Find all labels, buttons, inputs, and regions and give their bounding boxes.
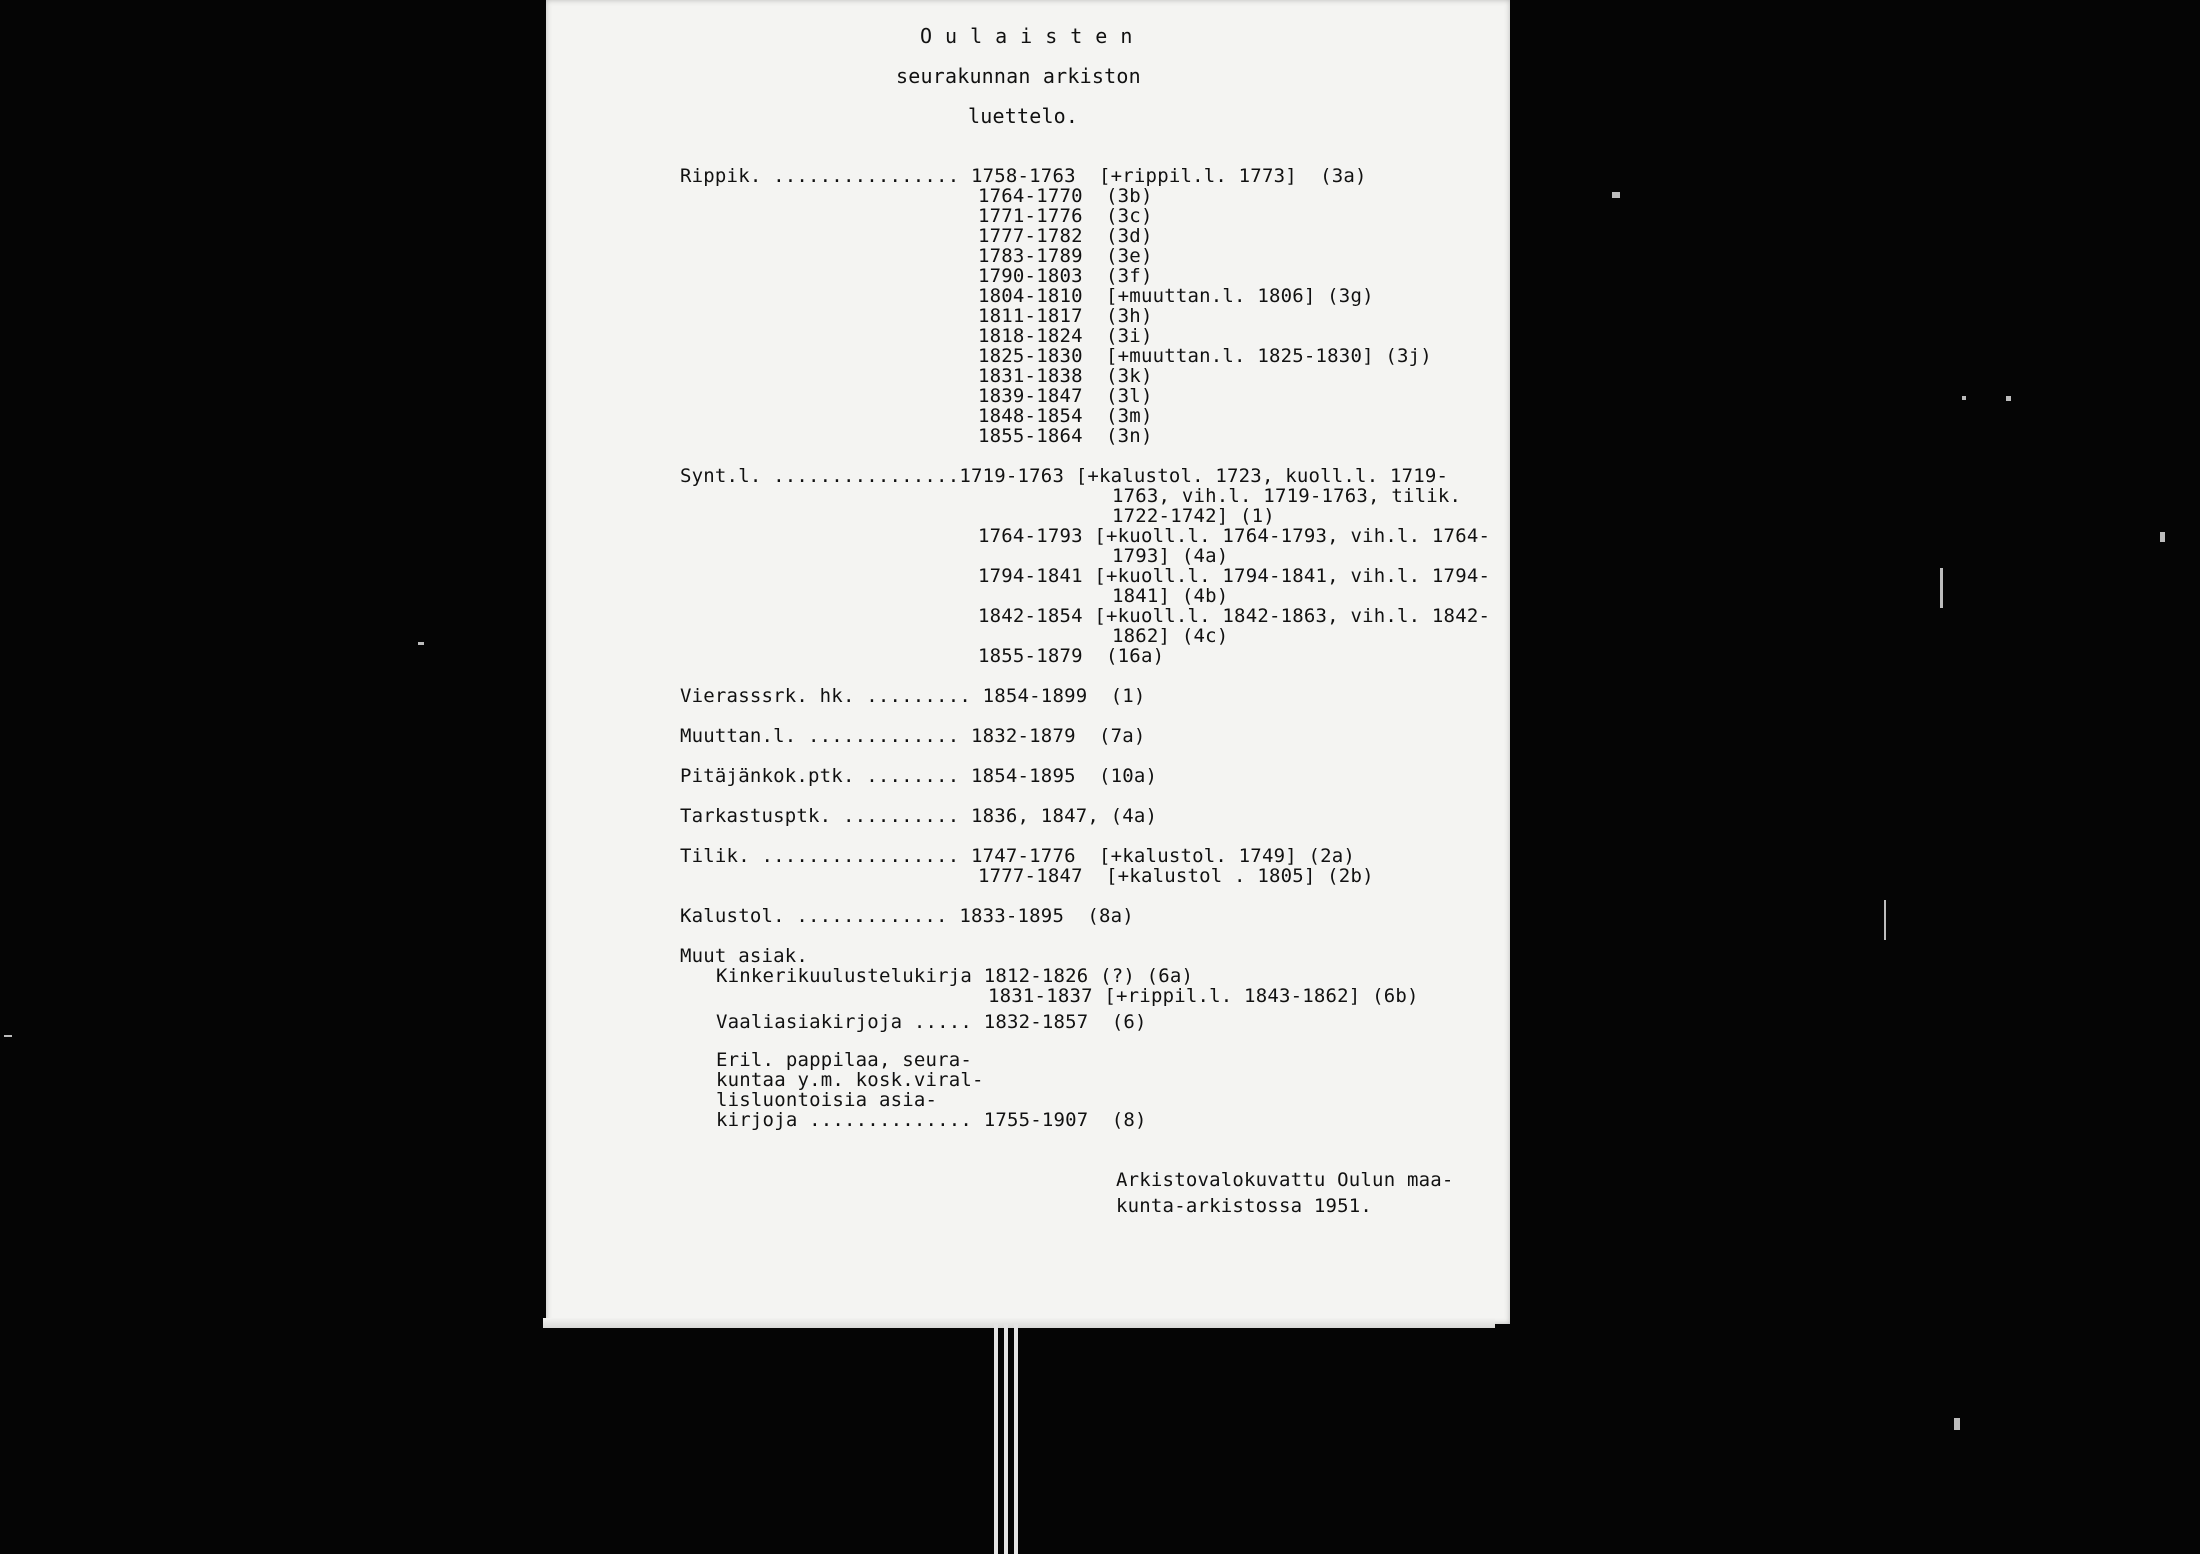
film-speck (1962, 396, 1966, 400)
entry-tilik: Tilik. ................. 1747-1776 [+kalustol. 1749] (2a) (680, 845, 1356, 867)
entry-line: kuntaa y.m. kosk.viral- (716, 1069, 984, 1091)
entry-line: 1771-1776 (3c) (978, 205, 1153, 227)
entry-line: 1804-1810 [+muuttan.l. 1806] (3g) (978, 285, 1374, 307)
holder-stand (1014, 1324, 1018, 1554)
entry-syntl: Synt.l. ................1719-1763 [+kalustol. 1723, kuoll.l. 1719- (680, 465, 1449, 487)
film-speck (2160, 532, 2165, 542)
entry-line: 1763, vih.l. 1719-1763, tilik. (1112, 485, 1462, 507)
entry-muuttanl: Muuttan.l. ............. 1832-1879 (7a) (680, 725, 1146, 747)
film-speck (1954, 1418, 1960, 1430)
entry-rippik: Rippik. ................ 1758-1763 [+rippil.l. 1773] (3a) (680, 165, 1367, 187)
film-speck (2006, 396, 2011, 401)
entry-vierasssrk: Vierasssrk. hk. ......... 1854-1899 (1) (680, 685, 1146, 707)
film-speck (1940, 568, 1943, 608)
entry-tarkastusptk: Tarkastusptk. .......... 1836, 1847, (4a) (680, 805, 1158, 827)
archive-document-page (546, 0, 1510, 1324)
film-speck (1612, 192, 1620, 198)
document-subtitle-2: luettelo. (968, 104, 1079, 128)
film-speck (4, 1035, 12, 1037)
footer-note-line-1: Arkistovalokuvattu Oulun maa- (1116, 1169, 1454, 1191)
entry-line: 1818-1824 (3i) (978, 325, 1153, 347)
entry-line: 1848-1854 (3m) (978, 405, 1153, 427)
entry-line: 1783-1789 (3e) (978, 245, 1153, 267)
entry-line: 1842-1854 [+kuoll.l. 1842-1863, vih.l. 1842- (978, 605, 1491, 627)
document-title: Oulaisten (920, 24, 1146, 48)
entry-line: 1831-1838 (3k) (978, 365, 1153, 387)
entry-pitajankok: Pitäjänkok.ptk. ........ 1854-1895 (10a) (680, 765, 1158, 787)
entry-line: 1777-1847 [+kalustol . 1805] (2b) (978, 865, 1374, 887)
entry-line: kirjoja .............. 1755-1907 (8) (716, 1109, 1147, 1131)
entry-line: 1825-1830 [+muuttan.l. 1825-1830] (3j) (978, 345, 1432, 367)
entry-line: lisluontoisia asia- (716, 1089, 938, 1111)
document-subtitle: seurakunnan arkiston (896, 64, 1141, 88)
footer-note-line-2: kunta-arkistossa 1951. (1116, 1195, 1373, 1217)
holder-stand (994, 1324, 998, 1554)
entry-line: 1831-1837 [+rippil.l. 1843-1862] (6b) (988, 985, 1419, 1007)
entry-kalustol: Kalustol. ............. 1833-1895 (8a) (680, 905, 1134, 927)
entry-line: 1839-1847 (3l) (978, 385, 1153, 407)
film-speck (1884, 900, 1886, 940)
entry-line: 1764-1770 (3b) (978, 185, 1153, 207)
entry-line: 1722-1742] (1) (1112, 505, 1275, 527)
page-bottom-edge (543, 1318, 1495, 1328)
entry-line: 1764-1793 [+kuoll.l. 1764-1793, vih.l. 1764- (978, 525, 1491, 547)
entry-muut-asiak: Muut asiak. (680, 945, 809, 967)
entry-line: 1862] (4c) (1112, 625, 1229, 647)
entry-kinkeri: Kinkerikuulustelukirja 1812-1826 (?) (6a) (716, 965, 1194, 987)
entry-line: 1855-1879 (16a) (978, 645, 1165, 667)
entry-line: 1793] (4a) (1112, 545, 1229, 567)
entry-line: 1777-1782 (3d) (978, 225, 1153, 247)
entry-line: 1794-1841 [+kuoll.l. 1794-1841, vih.l. 1794- (978, 565, 1491, 587)
entry-line: 1855-1864 (3n) (978, 425, 1153, 447)
entry-line: 1790-1803 (3f) (978, 265, 1153, 287)
entry-vaaliasiakirjoja: Vaaliasiakirjoja ..... 1832-1857 (6) (716, 1011, 1147, 1033)
entry-eril: Eril. pappilaa, seura- (716, 1049, 973, 1071)
holder-stand (1004, 1324, 1008, 1554)
entry-line: 1841] (4b) (1112, 585, 1229, 607)
entry-line: 1811-1817 (3h) (978, 305, 1153, 327)
film-speck (418, 642, 424, 645)
